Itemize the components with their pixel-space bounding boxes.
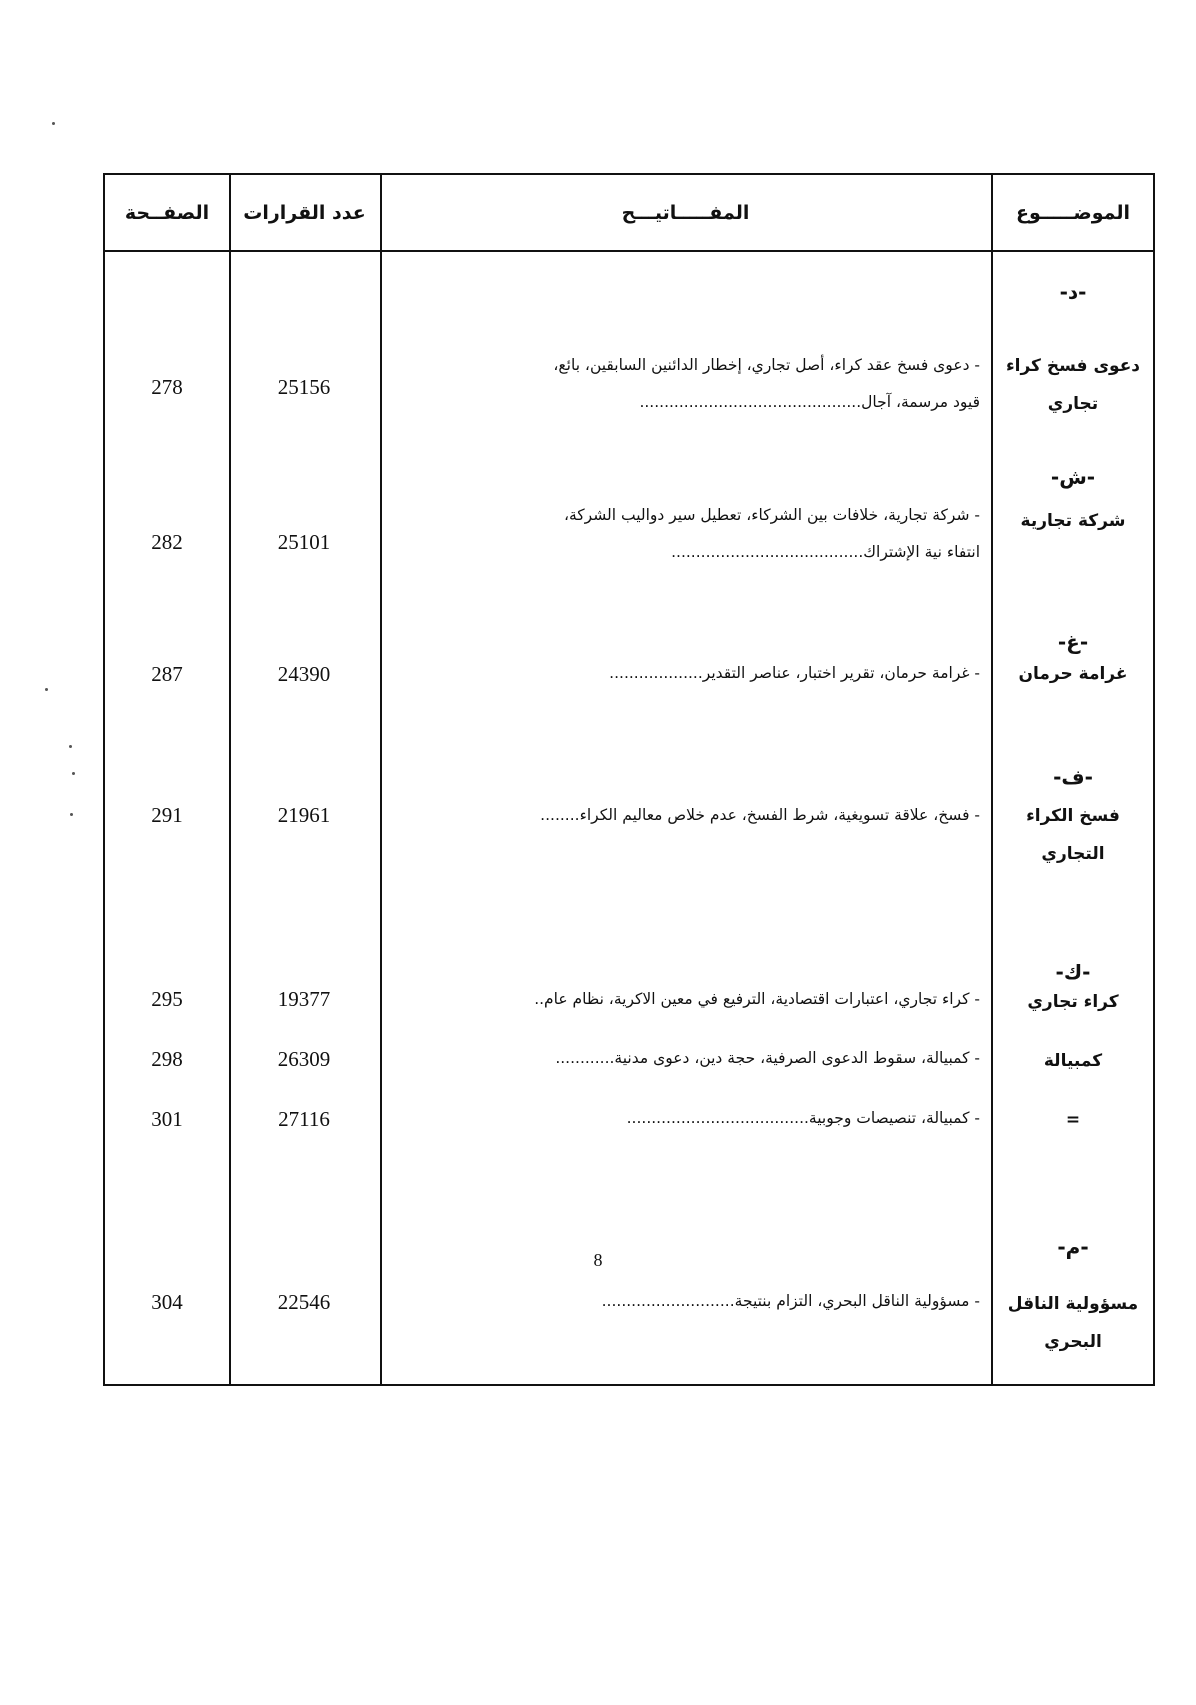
header-keywords: المفـــــاتيـــح (621, 201, 750, 224)
scan-speck (52, 122, 55, 125)
entry-page-number: 295 (151, 987, 183, 1011)
entry-keywords-line: - دعوى فسخ عقد كراء، أصل تجاري، إخطار الدائنين السابقين، بائع، (553, 356, 980, 374)
header-topic: الموضـــــوع (1015, 201, 1131, 224)
entry-page-number: 304 (151, 1290, 183, 1314)
entry-keywords (390, 1100, 980, 1137)
column-divider (229, 175, 231, 1384)
header-page: الصفــحة (124, 201, 210, 224)
entry-topic-line: كراء تجاري (1027, 992, 1119, 1012)
scan-speck (45, 688, 48, 691)
entry-keywords-line: - شركة تجارية، خلافات بين الشركاء، تعطيل سير دواليب الشركة، (563, 506, 980, 524)
entry-keywords-line: - كراء تجاري، اعتبارات اقتصادية، الترفيع في معين الاكرية، نظام عام.. (534, 990, 980, 1008)
entry-keywords (390, 981, 980, 1018)
entry-topic (998, 1101, 1148, 1139)
entry-keywords (390, 655, 980, 692)
entry-decision-number: 26309 (277, 1047, 331, 1071)
section-letter: -ك- (1055, 960, 1091, 984)
entry-topic-line: = (1065, 1110, 1081, 1130)
entry-topic-line: كمبيالة (1043, 1051, 1103, 1071)
footer-page-number: 8 (593, 1250, 603, 1270)
section-letter: -ش- (1050, 465, 1096, 489)
column-divider (380, 175, 382, 1384)
scan-speck (72, 772, 75, 775)
entry-page-number: 287 (151, 662, 183, 686)
entry-page-number: 298 (151, 1047, 183, 1071)
header-divider (105, 250, 1153, 252)
entry-keywords-line: - كمبيالة، تنصيصات وجوبية..................................... (626, 1109, 980, 1127)
entry-keywords-line: قيود مرسمة، آجال............................................. (639, 393, 980, 411)
index-table (103, 173, 1155, 1386)
entry-decision-number: 25156 (277, 375, 331, 399)
entry-keywords (390, 797, 980, 834)
entry-decision-number: 21961 (277, 803, 331, 827)
entry-topic (998, 502, 1148, 540)
entry-keywords (390, 347, 980, 421)
entry-page-number: 291 (151, 803, 183, 827)
entry-decision-number: 24390 (277, 662, 331, 686)
section-letter: -غ- (1057, 630, 1089, 654)
entry-keywords (390, 1040, 980, 1077)
entry-decision-number: 19377 (277, 987, 331, 1011)
entry-page-number: 282 (151, 530, 183, 554)
entry-keywords-line: - فسخ، علاقة تسويغية، شرط الفسخ، عدم خلاص معاليم الكراء........ (540, 806, 980, 824)
entry-topic-line: دعوى فسخ كراء (1005, 356, 1141, 376)
entry-topic-line: شركة تجارية (1020, 511, 1126, 531)
entry-topic-line: التجاري (1041, 844, 1105, 864)
entry-topic (998, 1285, 1148, 1361)
scan-speck (70, 813, 73, 816)
entry-keywords-line: - غرامة حرمان، تقرير اختبار، عناصر التقدير................... (609, 664, 980, 682)
section-letter: -ف- (1053, 765, 1093, 789)
entry-topic-line: غرامة حرمان (1018, 664, 1128, 684)
section-letter: -د- (1059, 280, 1087, 304)
entry-keywords-line: - مسؤولية الناقل البحري، التزام بنتيجة........................... (601, 1292, 980, 1310)
section-letter: -م- (1057, 1235, 1089, 1259)
entry-decision-number: 27116 (278, 1107, 330, 1131)
entry-keywords-line: - كمبيالة، سقوط الدعوى الصرفية، حجة دين، دعوى مدنية............ (555, 1049, 980, 1067)
entry-topic (998, 1042, 1148, 1080)
scan-speck (69, 745, 72, 748)
entry-page-number: 278 (151, 375, 183, 399)
header-decision-number: عدد القرارات (243, 201, 366, 224)
entry-topic (998, 797, 1148, 873)
entry-keywords (390, 497, 980, 571)
entry-topic-line: مسؤولية الناقل (1007, 1294, 1139, 1314)
entry-page-number: 301 (151, 1107, 183, 1131)
entry-keywords (390, 1283, 980, 1320)
entry-topic-line: تجاري (1047, 394, 1099, 414)
entry-topic-line: فسخ الكراء (1026, 806, 1120, 826)
column-divider (991, 175, 993, 1384)
entry-decision-number: 22546 (277, 1290, 331, 1314)
entry-topic-line: البحري (1044, 1332, 1102, 1352)
entry-topic (998, 983, 1148, 1021)
entry-topic (998, 655, 1148, 693)
entry-topic (998, 347, 1148, 423)
entry-keywords-line: انتفاء نية الإشتراك....................................... (671, 543, 980, 561)
entry-decision-number: 25101 (277, 530, 331, 554)
